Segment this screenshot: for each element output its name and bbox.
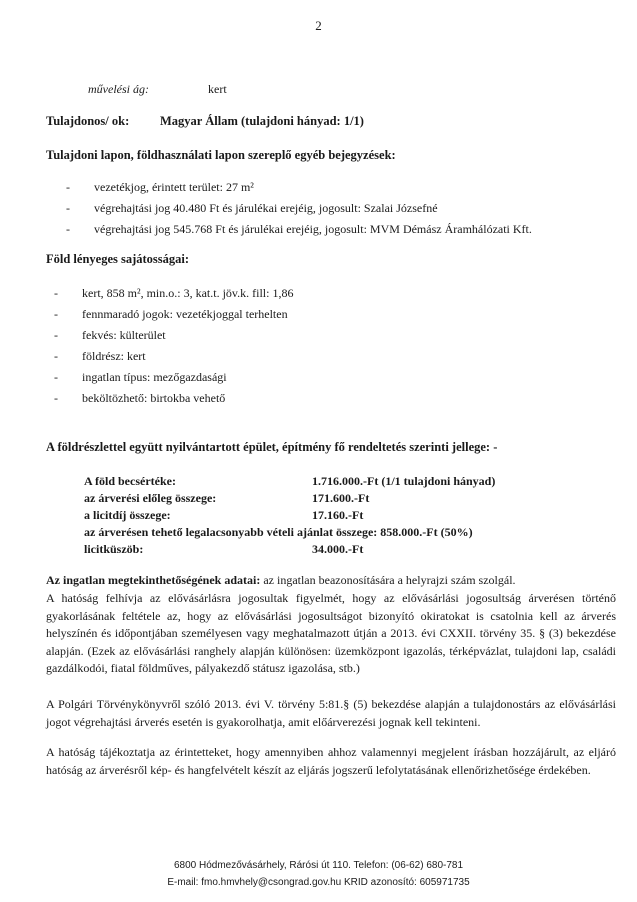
lowest-bid: az árverésen tehető legalacsonyabb vételi ajánlat összege: 858.000.-Ft (50%): [84, 525, 473, 539]
list-item: - végrehajtási jog 40.480 Ft és járulékai erejéig, jogosult: Szalai Józsefné: [66, 201, 438, 215]
registry-heading: Tulajdoni lapon, földhasználati lapon szereplő egyéb bejegyzések:: [46, 148, 396, 162]
list-item: - fennmaradó jogok: vezetékjoggal terhelten: [54, 307, 288, 321]
footer-address: 6800 Hódmezővásárhely, Rárósi út 110. Telefon: (06-62) 680-781: [173, 860, 464, 871]
valuation-label: a licitdíj összege:: [84, 508, 171, 522]
footer-contact: E-mail: fmo.hmvhely@csongrad.gov.hu KRID azonosító: 605971735: [167, 877, 470, 888]
valuation-label: az árverési előleg összege:: [84, 491, 217, 505]
inspection-lead: Az ingatlan megtekinthetőségének adatai: az ingatlan beazonosítására a helyrajzi szám szolgál.: [46, 573, 516, 587]
owner-value: Magyar Állam (tulajdoni hányad: 1/1): [160, 114, 364, 128]
culture-value: kert: [208, 82, 227, 96]
civil-code-paragraph: A Polgári Törvénykönyvről szóló 2013. évi V. törvény 5:81.§ (5) bekezdése alapján a tulajdonostárs az elővásárlási jogot végrehajtási árverés esetén is gyakorolhatja, amit előárverezési jognak kell tekinteni.: [46, 697, 616, 729]
list-item: - fekvés: külterület: [54, 328, 166, 342]
list-item: - ingatlan típus: mezőgazdasági: [54, 370, 227, 384]
properties-list: [54, 286, 294, 412]
valuation-label: A föld becsértéke:: [84, 474, 176, 488]
list-item: - földrész: kert: [54, 349, 146, 363]
registry-list: [66, 180, 532, 243]
building-line: A földrészlettel együtt nyilvántartott épület, építmény fő rendeltetés szerinti jellege: -: [46, 440, 498, 454]
culture-label: művelési ág:: [88, 82, 149, 96]
valuation-value: 171.600.-Ft: [312, 491, 370, 505]
valuation-value: 17.160.-Ft: [312, 508, 364, 522]
properties-heading: Föld lényeges sajátosságai:: [46, 252, 190, 266]
owner-label: Tulajdonos/ ok:: [46, 114, 130, 128]
step-value: 34.000.-Ft: [312, 542, 364, 556]
recording-notice: A hatóság tájékoztatja az érintetteket, hogy amennyiben ahhoz valamennyi megjelent írásban hozzájárult, az eljáró hatóság az árverésről kép- és hangfelvételt készít az eljárás jogszerű lefolytatásának ellenőrizhetősége érdekében.: [46, 745, 616, 777]
list-item: - kert, 858 m², min.o.: 3, kat.t. jöv.k. fill: 1,86: [54, 286, 294, 300]
step-label: licitküszöb:: [84, 542, 144, 556]
page-number: 2: [315, 18, 322, 33]
preemption-paragraph: A hatóság felhívja az elővásárlásra jogosultak figyelmét, hogy az elővásárlási jogosultság árverésen történő gyakorlásának feltétele az, hogy az elővásárlási jogosultságot bizonyító okiratokat is csatolnia kell az árverés helyszínén és időpontjában személyesen vagy meghatalmazott útján a 2013. évi CXXII. törvény 35. § (3) bekezdése alapján. (Ezek az elővásárlási ranghely alapján különösen: üzemközpont igazolás, térképvázlat, tulajdoni lap, családi gazdálkodói, fiatal földműves, pályakezdő státusz igazolása, stb.): [46, 591, 616, 675]
valuation-value: 1.716.000.-Ft (1/1 tulajdoni hányad): [312, 474, 496, 488]
list-item: - vezetékjog, érintett terület: 27 m²: [66, 180, 254, 194]
list-item: - végrehajtási jog 545.768 Ft és járulékai erejéig, jogosult: MVM Démász Áramhálózati Kft.: [66, 222, 532, 236]
list-item: - beköltözhető: birtokba vehető: [54, 391, 226, 405]
